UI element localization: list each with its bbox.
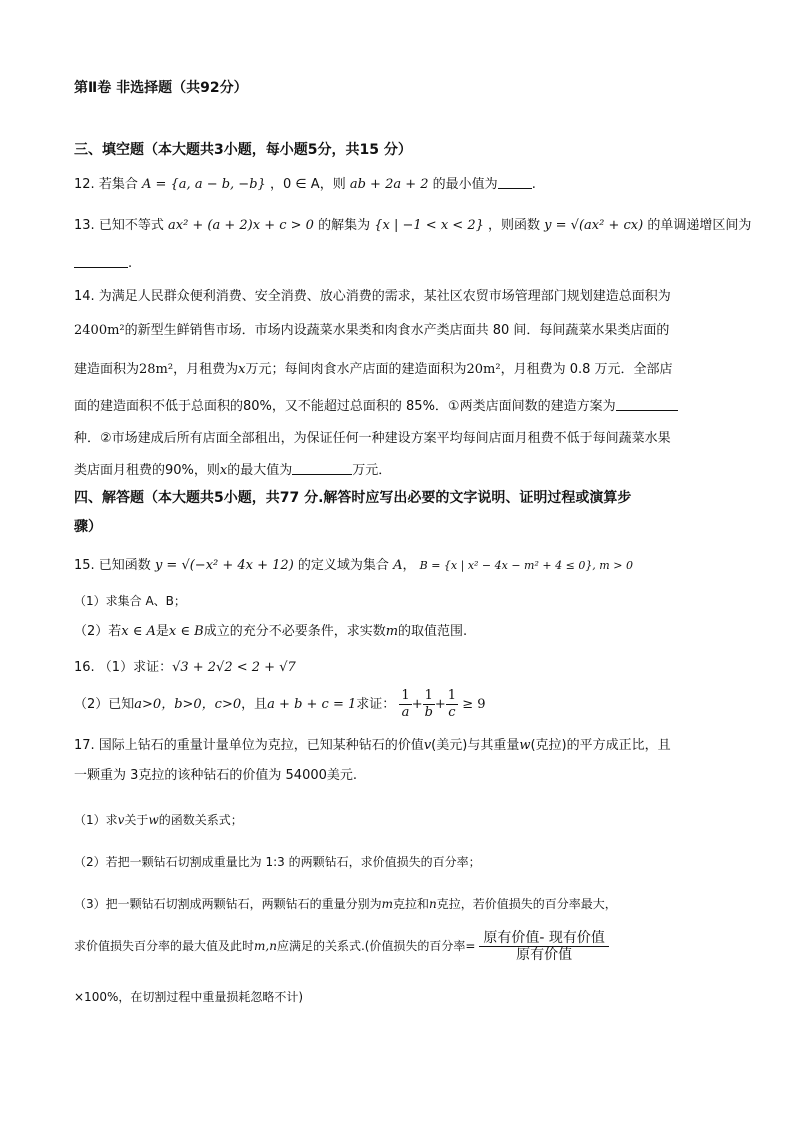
q14-var-x: x — [238, 362, 246, 377]
q13-pre: 已知不等式 — [98, 218, 164, 233]
q16-frac-b — [423, 688, 435, 721]
q17-l1-e: (克拉)的平方成正比，且 — [530, 738, 671, 753]
q13-mid2: ，则函数 — [488, 218, 541, 233]
q15-comma: ， — [402, 558, 416, 573]
q15-part-1: （1）求集合 A、B； — [74, 594, 186, 608]
q17-line-final: ×100%，在切割过程中重量损耗忽略不计) — [74, 990, 304, 1004]
q17-p4-c: 应满足的关系式.(价值损失的百分率= — [276, 939, 476, 953]
q14-line-3-g: ，月租费为 0.8 万元．全部店 — [500, 362, 673, 377]
q17-var-v: v — [423, 738, 432, 753]
q16-frac-a — [399, 688, 411, 721]
q15-part-2 — [74, 624, 467, 640]
question-13 — [74, 218, 751, 234]
q15-p2-c: 是 — [155, 624, 169, 639]
section-4-heading-line-1: 四、解答题（本大题共5小题，共77 分.解答时应写出必要的文字说明、证明过程或演算步 — [74, 490, 632, 506]
q13-function: y = √(ax² + cx) — [544, 218, 644, 233]
q17-p1-v: v — [117, 813, 125, 827]
q14-line-2 — [74, 323, 669, 339]
q12-expr: ab + 2a + 2 — [349, 177, 429, 192]
q16-frac-b-den: b — [424, 705, 433, 720]
question-12 — [74, 176, 536, 193]
q14-total-area: 2400m² — [74, 323, 125, 338]
q12-mid: ，0 ∈ A，则 — [269, 177, 346, 192]
q14-line-4 — [74, 398, 678, 415]
q13-answer-blank — [74, 255, 128, 268]
q15-domain-text: 的定义域为集合 — [297, 558, 389, 573]
q16-line-1 — [74, 660, 296, 676]
q17-part-3-cont — [74, 930, 609, 963]
q14-line-3-a: 建造面积为 — [74, 362, 140, 377]
q17-p1-a: （1）求 — [74, 813, 118, 827]
q17-p4-mn: m,n — [254, 939, 277, 953]
q15-p2-cond-a: x ∈ A — [121, 624, 156, 639]
q14-veg-area: 28m² — [139, 362, 174, 377]
q14-line-1: 14. 为满足人民群众便利消费、安全消费、放心消费的需求，某社区农贸市场管理部门规划建造总面积为 — [74, 289, 671, 304]
q15-p2-e: 成立的充分不必要条件，求实数 — [203, 624, 386, 639]
q17-frac-numerator: 原有价值- 现有价值 — [479, 930, 609, 947]
q17-line-2: 一颗重为 3克拉的该种钻石的价值为 54000美元. — [74, 768, 358, 783]
q16-sum-condition: a + b + c = 1 — [267, 697, 357, 712]
q14-line-3 — [74, 362, 673, 378]
q14-line-5: 种．②市场建成后所有店面全部租出，为保证任何一种建设方案平均每间店面月租费不低于每间蔬菜水果 — [74, 431, 671, 446]
q14-line-3-e: 万元；每间肉食水产店面的建造面积为 — [245, 362, 467, 377]
q17-p3-c: 克拉和 — [393, 897, 430, 911]
q14-line-6 — [74, 462, 391, 479]
q17-p1-e: 的函数关系式； — [158, 813, 243, 827]
q16-frac-b-num: 1 — [424, 688, 433, 703]
q15-p2-a: （2）若 — [74, 624, 122, 639]
q14-meat-area: 20m² — [466, 362, 501, 377]
q15-p2-var-m: m — [385, 624, 399, 639]
q12-pre: 若集合 — [98, 177, 138, 192]
q14-line-2-text: 的新型生鲜销售市场．市场内设蔬菜水果类和肉食水产类店面共 80 间．每间蔬菜水果类店面的 — [124, 323, 670, 338]
q17-l1-c: (美元)与其重量 — [431, 738, 520, 753]
q17-p3-n: n — [429, 897, 437, 911]
q13-number: 13. — [74, 218, 95, 233]
q14-line-3-c: ，月租费为 — [173, 362, 239, 377]
q12-number: 12. — [74, 177, 95, 192]
q13-mid: 的解集为 — [318, 218, 371, 233]
q14-line-6-c: 的最大值为 — [227, 463, 293, 478]
q17-loss-fraction — [479, 930, 609, 963]
q17-p1-w: w — [148, 813, 159, 827]
q16-line-2: （2）已知a>0，b>0，c>0，且a + b + c = 1求证： $\frac{1}{a}$ + $\frac{1}{b}$ + $\frac{1}{c}$ ≥ 9 — [74, 688, 486, 720]
q17-part-2: （2）若把一颗钻石切割成重量比为 1:3 的两颗钻石，求价值损失的百分率； — [74, 855, 481, 869]
section-4-heading-line-2: 骤） — [74, 519, 102, 535]
part-heading: 第Ⅱ卷 非选择题（共92分） — [74, 80, 248, 96]
q16-p2-a: （2）已知 — [74, 697, 135, 712]
q12-set: A = {a, a − b, −b} — [141, 177, 266, 192]
q15-set-a: A — [393, 558, 403, 573]
q15-line-1 — [74, 558, 633, 574]
q15-p2-g: 的取值范围. — [398, 624, 468, 639]
q16-ge-nine: ≥ 9 — [462, 697, 486, 712]
q17-line-1 — [74, 738, 671, 754]
q13-answer-line — [74, 255, 132, 272]
q14-line-6-a: 类店面月租费的90%，则 — [74, 463, 220, 478]
q14-answer-blank-2 — [292, 462, 352, 475]
q16-p2-c: ，且 — [241, 697, 268, 712]
q16-frac-a-den: a — [401, 705, 410, 720]
q12-end: . — [531, 177, 536, 192]
q15-p2-cond-b: x ∈ B — [168, 624, 204, 639]
q14-line-4-text: 面的建造面积不低于总面积的80%，又不能超过总面积的 85%．①两类店面间数的建造方案为 — [74, 399, 616, 414]
q14-var-x-2: x — [219, 463, 228, 478]
q14-line-6-d: 万元． — [352, 463, 392, 478]
q17-p1-c: 关于 — [124, 813, 149, 827]
q17-p3-m: m — [381, 897, 394, 911]
q17-p4-a: 求价值损失百分率的最大值及此时 — [74, 939, 255, 953]
q17-p3-a: （3）把一颗钻石切割成两颗钻石，两颗钻石的重量分别为 — [74, 897, 382, 911]
q13-end: . — [128, 256, 133, 271]
q17-part-3 — [74, 897, 617, 911]
q16-conditions: a>0，b>0，c>0 — [134, 697, 242, 712]
q16-inequality: √3 + 2√2 < 2 + √7 — [172, 660, 296, 675]
q13-post: 的单调递增区间为 — [647, 218, 752, 233]
q16-frac-c-num: 1 — [447, 688, 457, 703]
q17-l1-a: 17. 国际上钻石的重量计量单位为克拉，已知某种钻石的价值 — [74, 738, 424, 753]
q16-frac-c — [446, 688, 458, 721]
q13-inequality: ax² + (a + 2)x + c > 0 — [167, 218, 314, 233]
q16-frac-a-num: 1 — [401, 688, 410, 703]
q16-frac-c-den: c — [448, 705, 456, 720]
q16-p2-e: 求证： — [356, 697, 396, 712]
q16-part-1-intro: 16. （1）求证： — [74, 660, 173, 675]
q17-p3-e: 克拉，若价值损失的百分率最大， — [436, 897, 617, 911]
q12-answer-blank — [498, 176, 532, 189]
q15-function: y = √(−x² + 4x + 12) — [154, 558, 294, 573]
q17-var-w: w — [519, 738, 531, 753]
q15-intro: 15. 已知函数 — [74, 558, 151, 573]
q17-part-1 — [74, 813, 243, 827]
q17-frac-denominator: 原有价值 — [516, 947, 573, 963]
q13-solution-set: {x | −1 < x < 2} — [374, 218, 484, 233]
q14-answer-blank-1 — [616, 398, 678, 411]
q12-post: 的最小值为 — [432, 177, 498, 192]
q15-set-b: B = {x | x² − 4x − m² + 4 ≤ 0}, m > 0 — [419, 559, 633, 572]
section-3-heading: 三、填空题（本大题共3小题，每小题5分，共15 分） — [74, 142, 412, 158]
